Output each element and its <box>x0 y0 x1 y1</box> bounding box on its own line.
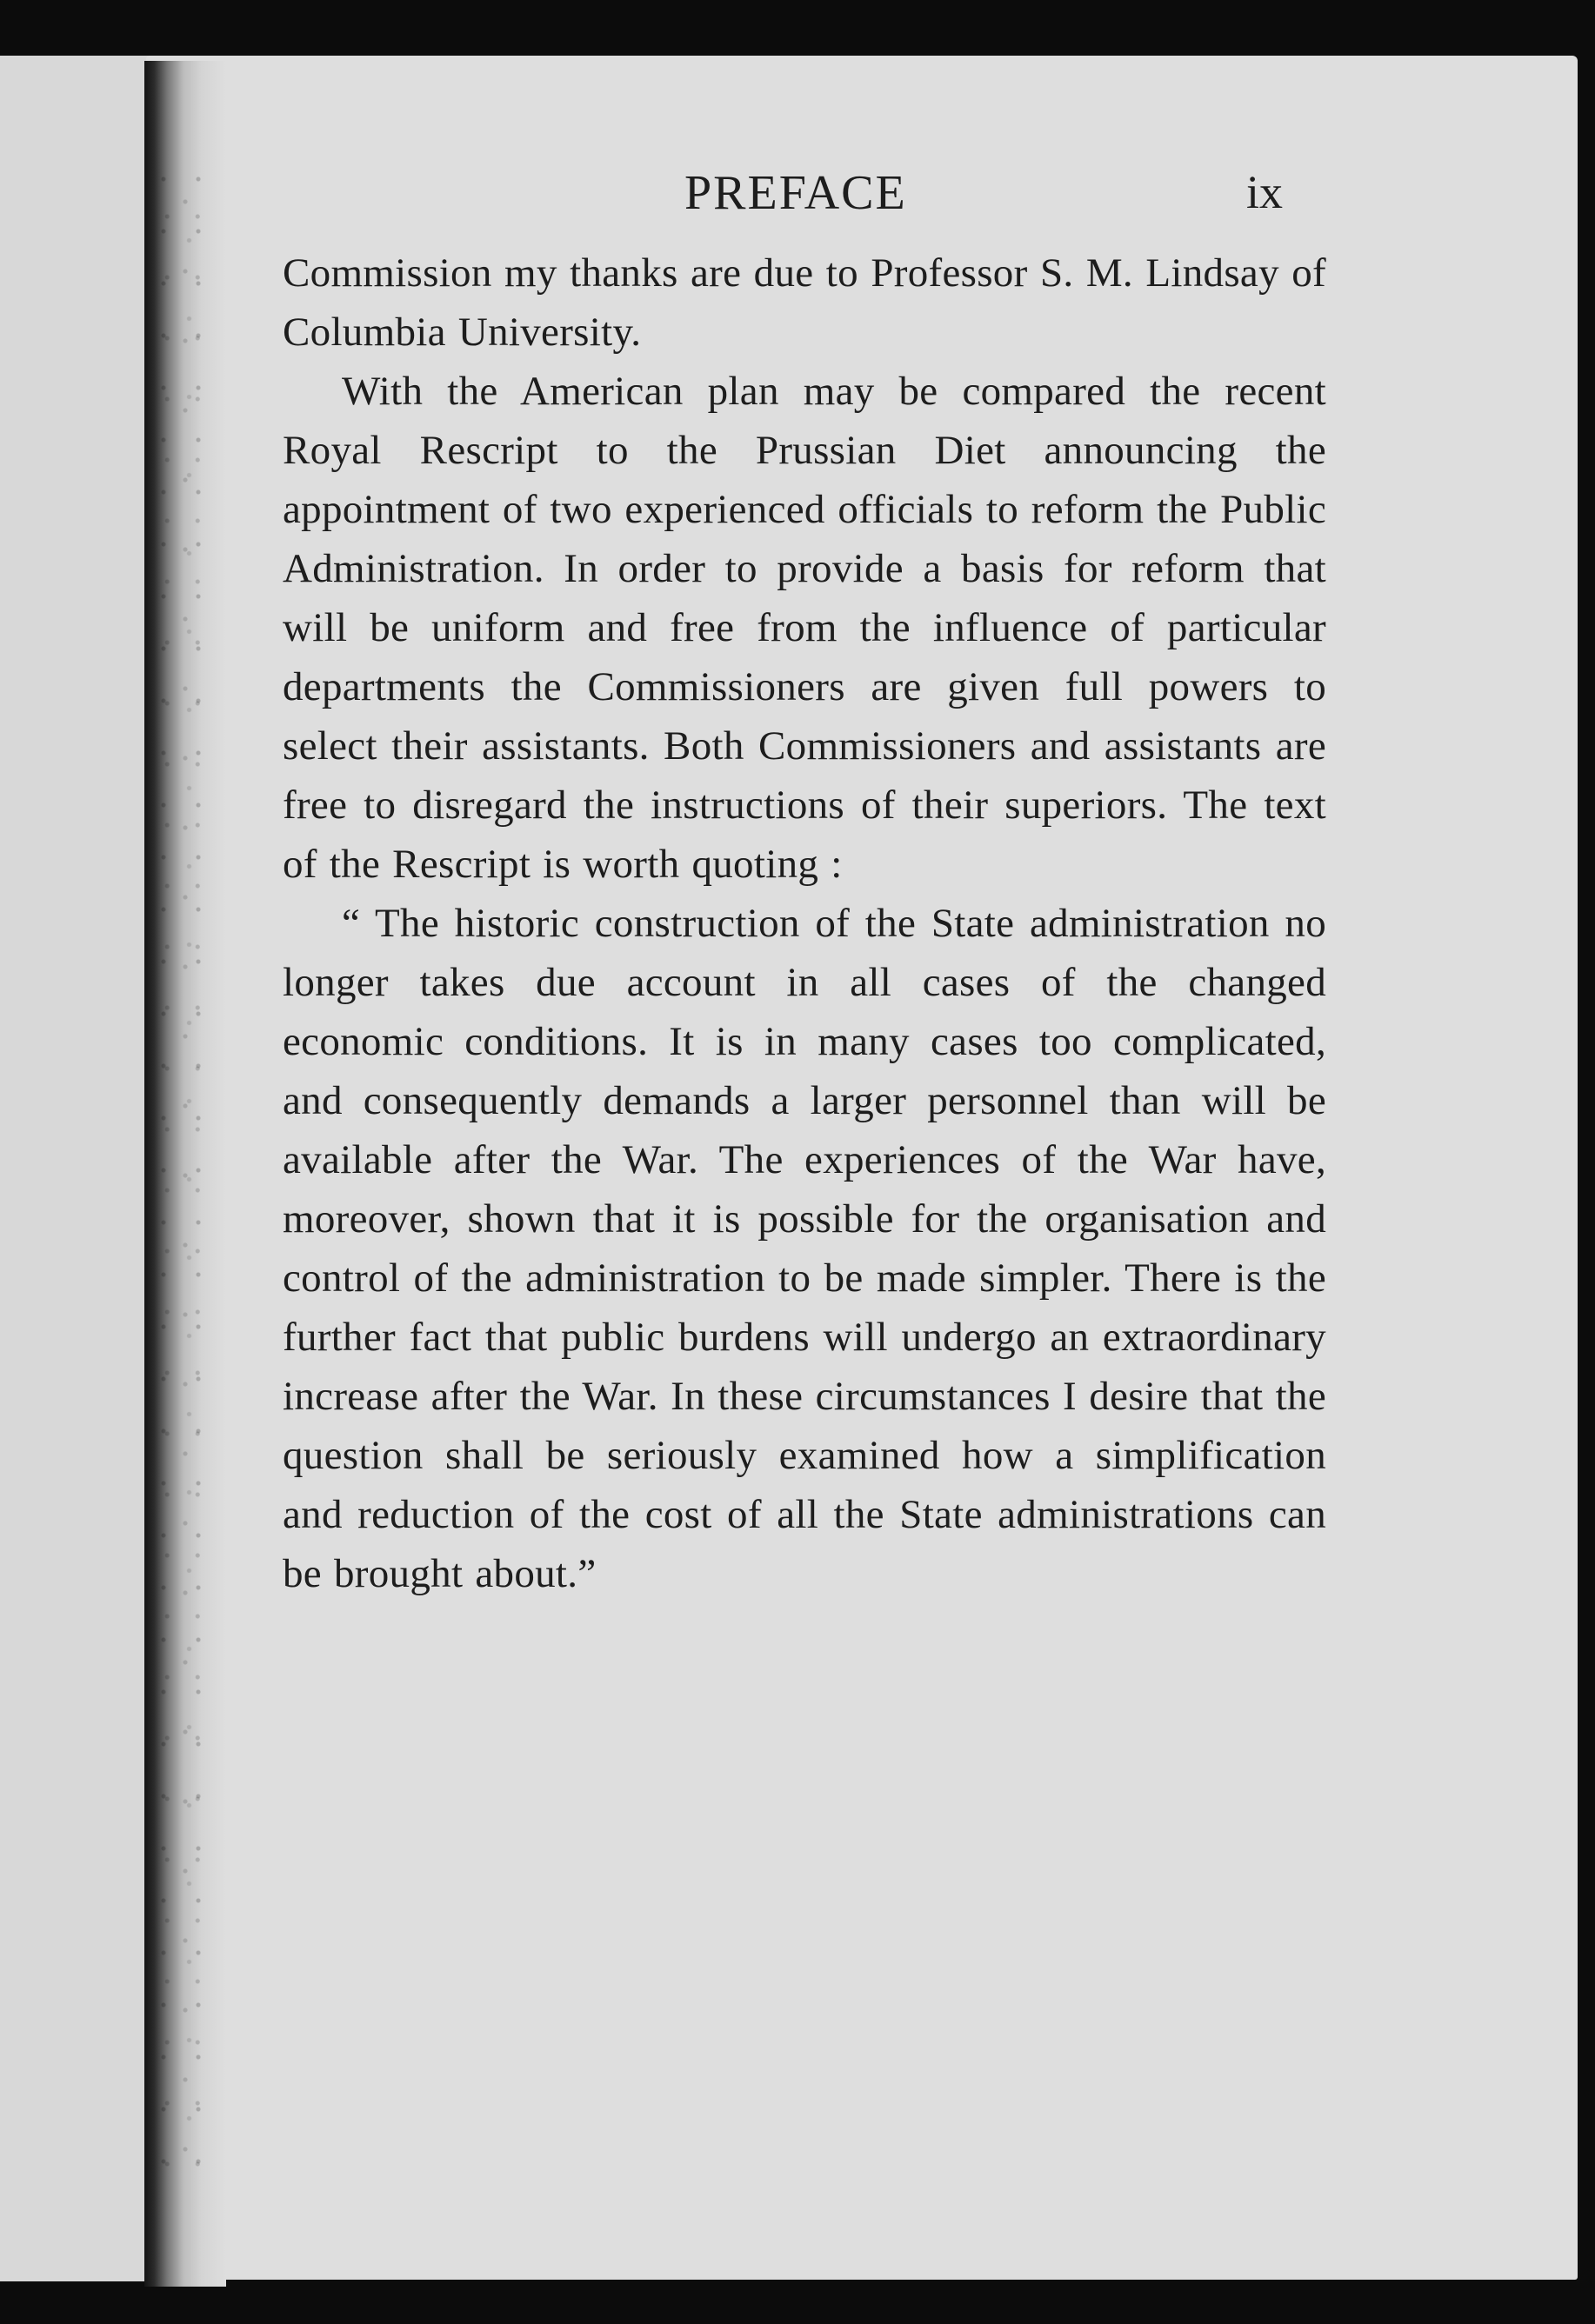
page-text-block <box>283 165 1326 1603</box>
paragraph-rescript-quote: “ The historic construction of the State administration no longer takes due account in all cases of the changed economic conditions. It is in many cases too complicated, and consequently demands a larger personnel than will be available after the War. The experiences of the War have, moreover, shown that it is possible for the organisation and control of the administration to be made simpler. There is the further fact that public burdens will undergo an extraordinary increase after the War. In these circumstances I desire that the question shall be seriously examined how a simplification and reduction of the cost of all the State administrations can be brought about.” <box>283 901 1326 1596</box>
gutter-speckle <box>157 174 217 2174</box>
running-head-title: PREFACE <box>684 166 907 220</box>
page-number: ix <box>1245 166 1283 218</box>
paragraph-rescript-intro: With the American plan may be compared the recent Royal Rescript to the Prussian Diet announcing the appointment of two experienced officials to reform the Public Administration. In order to provide a basis for reform that will be uniform and free from the influence of particular departments the Commissioners are given full powers to select their assistants. Both Commissioners and assistants are free to disregard the instructions of their superiors. The text of the Rescript is worth quoting : <box>283 369 1326 887</box>
running-head <box>283 165 1326 235</box>
paragraph-continuation: Commission my thanks are due to Professor S. M. Lindsay of Columbia University. <box>283 250 1326 355</box>
facing-page-edge <box>0 56 158 2281</box>
